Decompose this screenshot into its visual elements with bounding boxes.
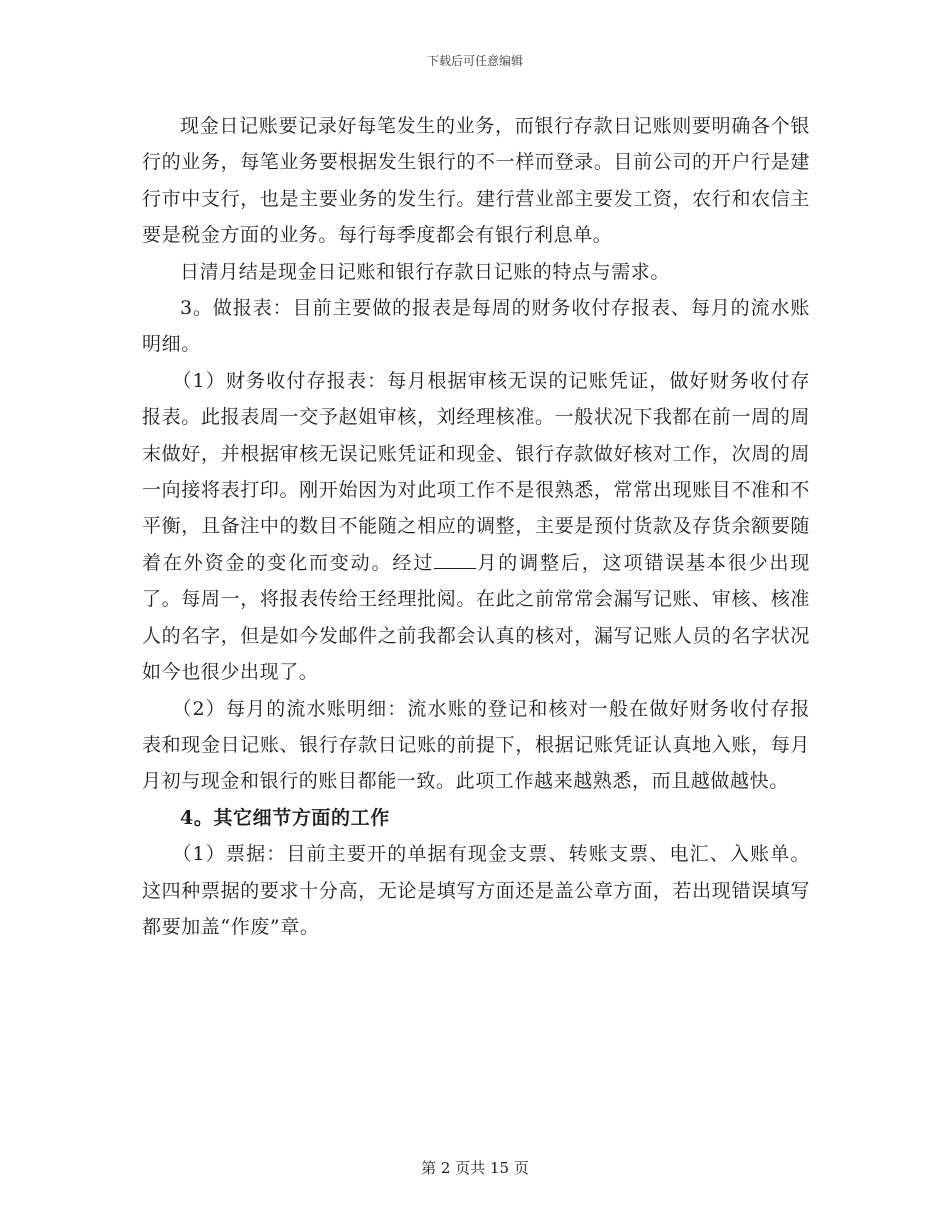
paragraph-ledger-details: （2）每月的流水账明细：流水账的登记和核对一般在做好财务收付存报表和现金日记账、银行存款日记账的前提下，根据记账凭证认真地入账，每月月初与现金和银行的账目都能一致。此项工作越来越熟悉，而且越做越快。	[142, 697, 810, 793]
document-body	[142, 108, 810, 945]
paragraph-daily-settlement: 日清月结是现金日记账和银行存款日记账的特点与需求。	[180, 260, 671, 283]
fill-in-blank	[434, 550, 476, 569]
paragraph-bills: （1）票据：目前主要开的单据有现金支票、转账支票、电汇、入账单。这四种票据的要求十分高，无论是填写方面还是盖公章方面，若出现错误填写都要加盖“作废”章。	[142, 843, 810, 938]
paragraph-reports: 3。做报表：目前主要做的报表是每周的财务收付存报表、每月的流水账明细。	[142, 297, 810, 356]
page-footer: 第 2 页共 15 页	[421, 1159, 529, 1177]
financial-report-text-after: 月的调整后，这项错误基本很少出现了。每周一，将报表传给王经理批阅。在此之前常常会漏写记账、审核、核准人的名字，但是如今发邮件之前我都会认真的核对，漏写记账人员的名字状况如今也很少出现了。	[142, 551, 810, 684]
page-header: 下载后可任意编辑	[426, 54, 523, 68]
section-heading: 4。其它细节方面的工作	[180, 806, 390, 829]
paragraph-financial-report	[142, 363, 810, 691]
financial-report-text-before: （1）财务收付存报表：每月根据审核无误的记账凭证，做好财务收付存报表。此报表周一交予赵姐审核，刘经理核准。一般状况下我都在前一周的周末做好，并根据审核无误记账凭证和现金、银行存款做好核对工作，次周的周一向接将表打印。刚开始因为对此项工作不是很熟悉，常常出现账目不准和不平衡，且备注中的数目不能随之相应的调整，主要是预付货款及存货余额要随着在外资金的变化而变动。经过	[142, 369, 810, 574]
paragraph-cash-journal: 现金日记账要记录好每笔发生的业务，而银行存款日记账则要明确各个银行的业务，每笔业务要根据发生银行的不一样而登录。目前公司的开户行是建行市中支行，也是主要业务的发生行。建行营业部主要发工资，农行和农信主要是税金方面的业务。每行每季度都会有银行利息单。	[142, 115, 810, 247]
